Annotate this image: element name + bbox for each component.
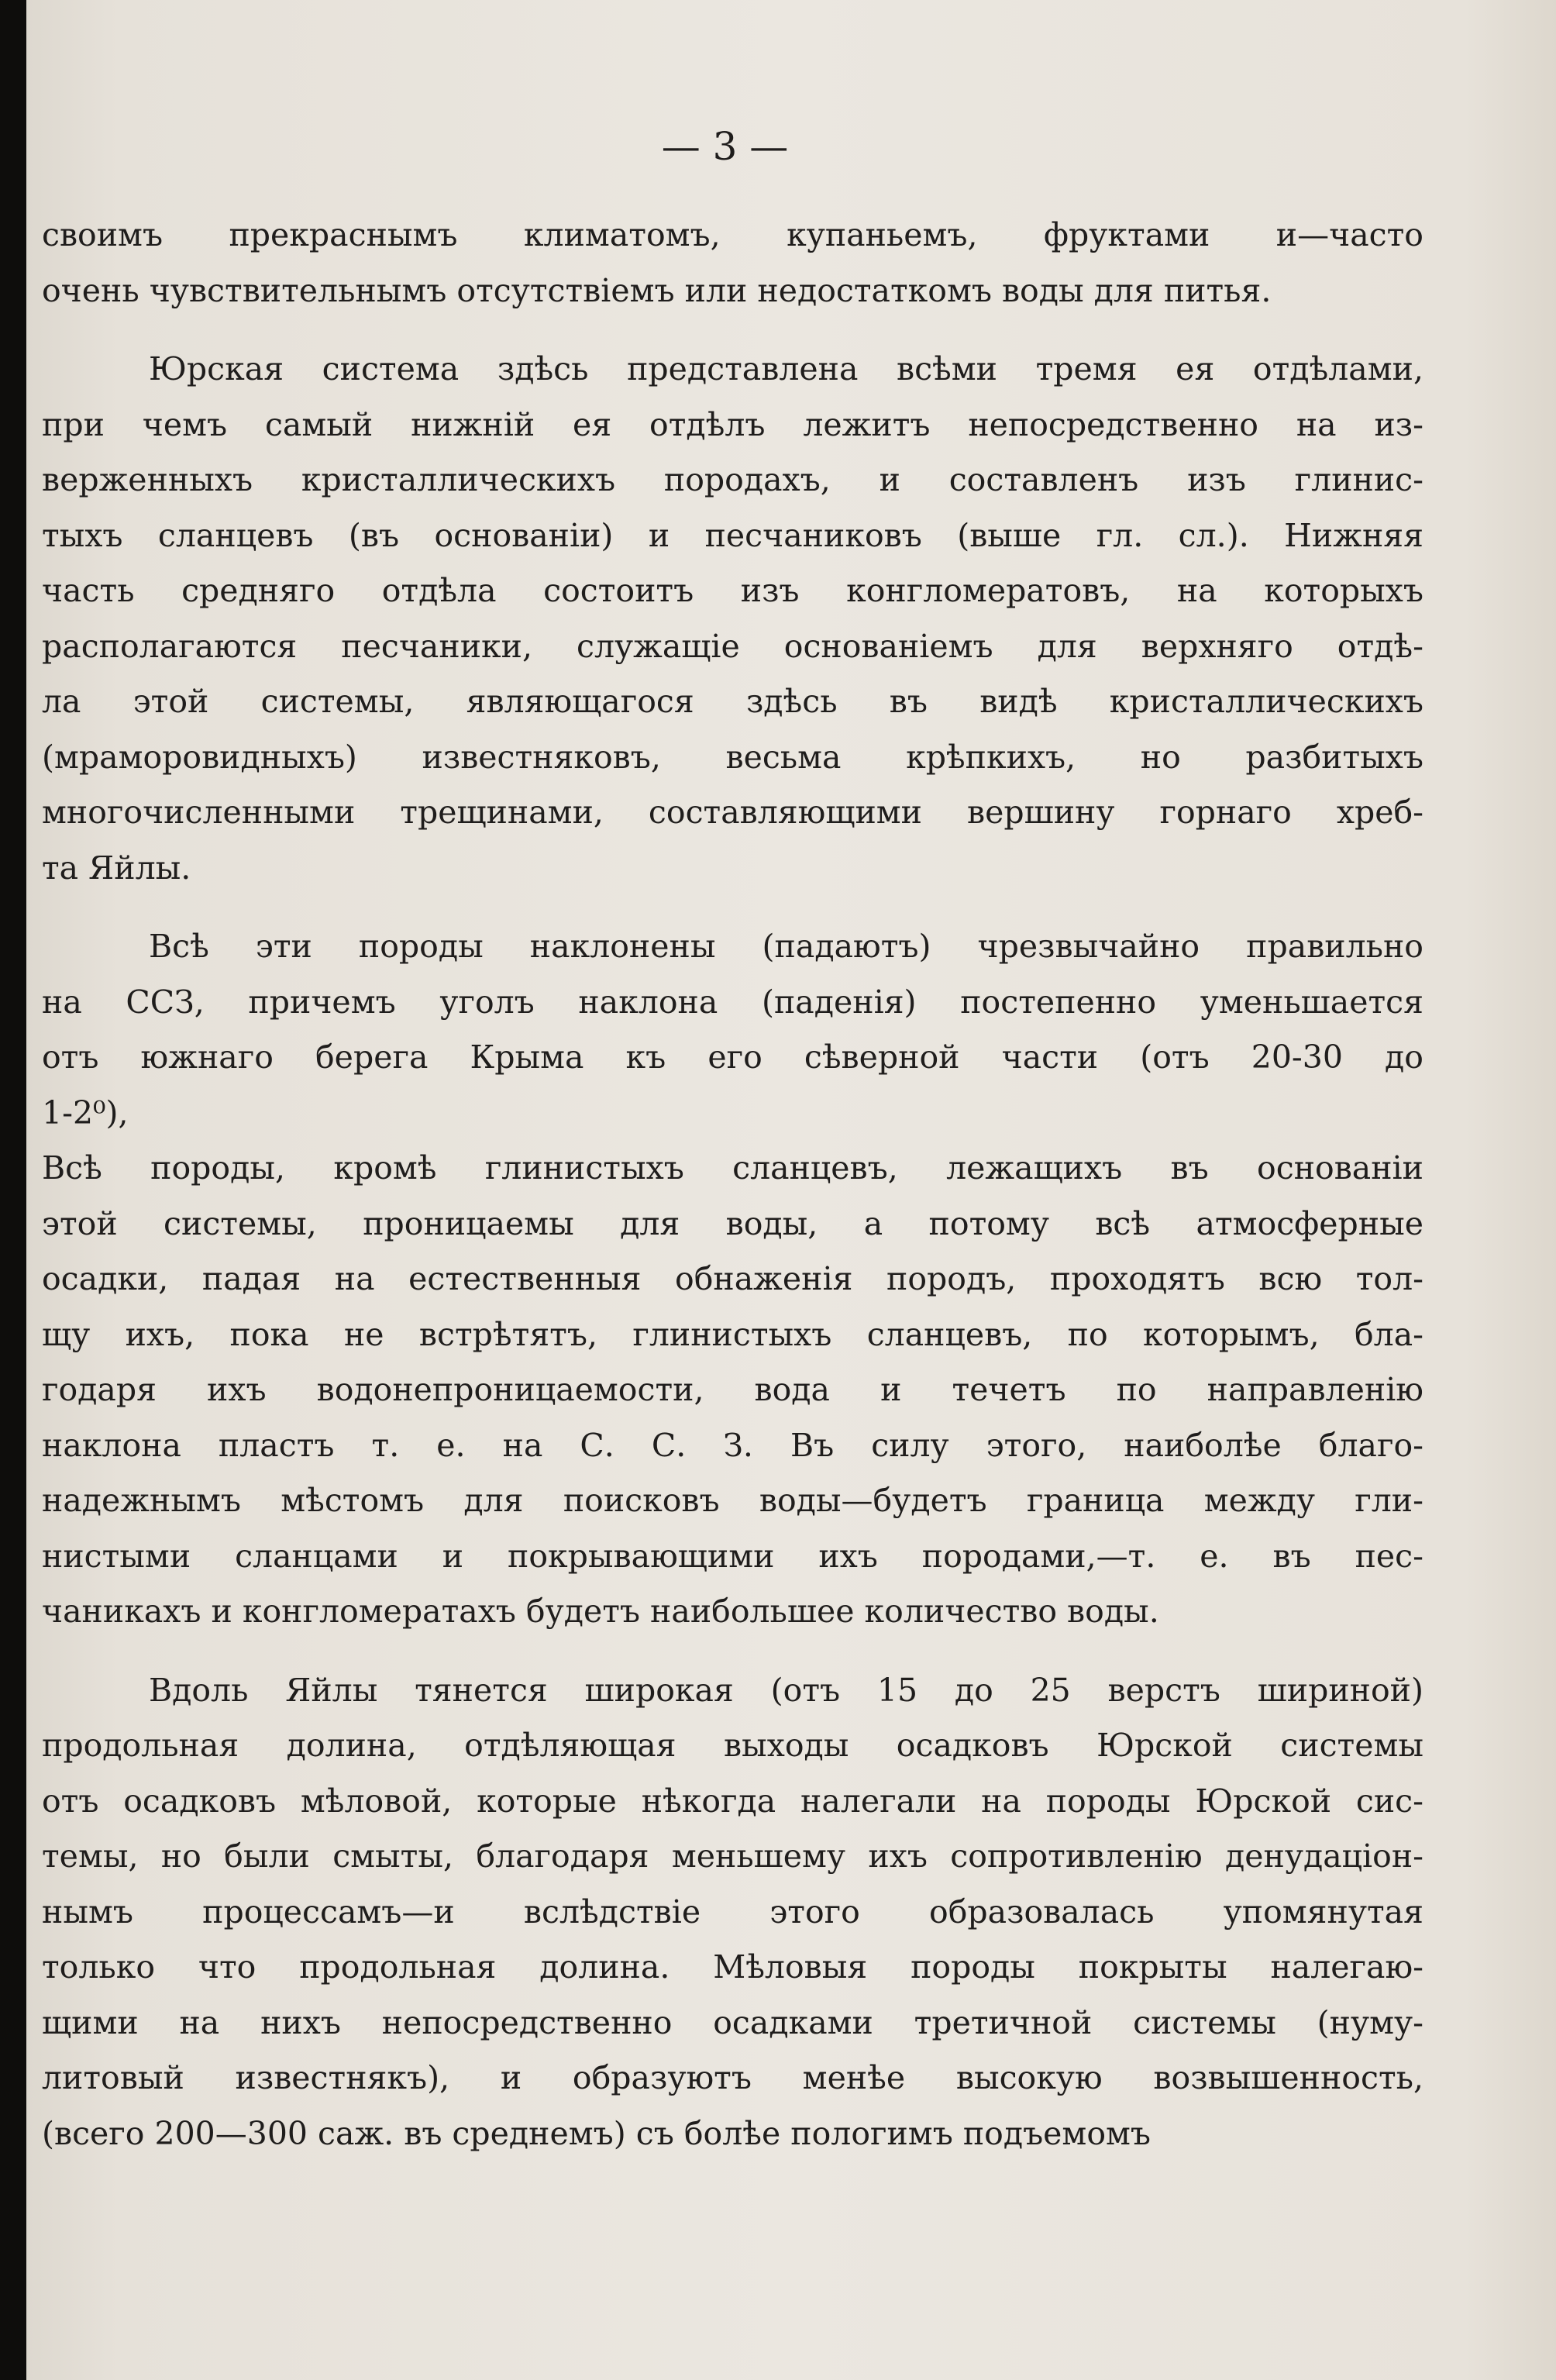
text-line: своимъ прекраснымъ климатомъ, купаньемъ, фруктами и—часто	[42, 216, 1423, 253]
text-line: очень чувствительнымъ отсутствіемъ или недостаткомъ воды для питья.	[42, 271, 1272, 309]
text-line: отъ осадковъ мѣловой, которые нѣкогда налегали на породы Юрской сис-	[42, 1782, 1423, 1820]
text-line: ла этой системы, являющагося здѣсь въ видѣ кристаллическихъ	[42, 683, 1423, 720]
text-line: на ССЗ, причемъ уголъ наклона (паденія) постепенно уменьшается	[42, 983, 1423, 1021]
text-line: Вдоль Яйлы тянется широкая (отъ 15 до 25 верстъ шириной)	[149, 1671, 1423, 1709]
text-line: этой системы, проницаемы для воды, а потому всѣ атмосферные	[42, 1204, 1423, 1242]
paragraph	[42, 342, 1423, 896]
text-line: надежнымъ мѣстомъ для поисковъ воды—будетъ граница между гли-	[42, 1482, 1423, 1519]
body-text	[42, 208, 1423, 2161]
text-line: при чемъ самый нижній ея отдѣлъ лежитъ непосредственно на из-	[42, 405, 1423, 443]
paragraph	[42, 1663, 1423, 2162]
text-line: чаникахъ и конгломератахъ будетъ наибольшее количество воды.	[42, 1593, 1159, 1630]
text-line: щу ихъ, пока не встрѣтятъ, глинистыхъ сланцевъ, по которымъ, бла-	[42, 1315, 1423, 1353]
book-page	[26, 0, 1556, 2380]
text-line: наклона пластъ т. е. на С. С. З. Въ силу этого, наиболѣе благо-	[42, 1426, 1423, 1464]
text-line: продольная долина, отдѣляющая выходы осадковъ Юрской системы	[42, 1727, 1423, 1764]
text-line: только что продольная долина. Мѣловыя породы покрыты налегаю-	[42, 1948, 1423, 1986]
text-line: отъ южнаго берега Крыма къ его сѣверной части (отъ 20-30 до	[42, 1038, 1423, 1076]
text-line: располагаются песчаники, служащіе основаніемъ для верхняго отдѣ-	[42, 627, 1423, 665]
text-line: литовый известнякъ), и образуютъ менѣе высокую возвышенность,	[42, 2059, 1423, 2096]
text-line: нистыми сланцами и покрывающими ихъ породами,—т. е. въ пес-	[42, 1537, 1423, 1575]
text-line: годаря ихъ водонепроницаемости, вода и течетъ по направленію	[42, 1371, 1423, 1408]
paragraph	[42, 919, 1423, 1141]
text-line: нымъ процессамъ—и вслѣдствіе этого образовалась упомянутая	[42, 1893, 1423, 1931]
paragraph	[42, 208, 1423, 319]
text-line: верженныхъ кристаллическихъ породахъ, и составленъ изъ глинис-	[42, 461, 1423, 498]
text-line: та Яйлы.	[42, 849, 191, 887]
page-number: — 3 —	[661, 124, 789, 169]
text-line: 1-2⁰),	[42, 1094, 129, 1131]
text-line: многочисленными трещинами, составляющими вершину горнаго хреб-	[42, 794, 1423, 831]
text-line: Всѣ породы, кромѣ глинистыхъ сланцевъ, лежащихъ въ основаніи	[42, 1149, 1423, 1187]
text-line: часть средняго отдѣла состоитъ изъ конгломератовъ, на которыхъ	[42, 572, 1423, 609]
paragraph	[42, 1141, 1423, 1640]
text-line: Юрская система здѣсь представлена всѣми тремя ея отдѣлами,	[149, 350, 1423, 387]
text-line: щими на нихъ непосредственно осадками третичной системы (нуму-	[42, 2003, 1423, 2041]
text-line: темы, но были смыты, благодаря меньшему ихъ сопротивленію денудаціон-	[42, 1838, 1423, 1875]
text-line: осадки, падая на естественныя обнаженія породъ, проходятъ всю тол-	[42, 1260, 1423, 1297]
text-line: (мраморовидныхъ) известняковъ, весьма крѣпкихъ, но разбитыхъ	[42, 738, 1423, 776]
text-line: (всего 200—300 саж. въ среднемъ) съ болѣе пологимъ подъемомъ	[42, 2114, 1151, 2152]
text-line: тыхъ сланцевъ (въ основаніи) и песчаниковъ (выше гл. сл.). Нижняя	[42, 516, 1423, 554]
text-line: Всѣ эти породы наклонены (падаютъ) чрезвычайно правильно	[149, 928, 1423, 965]
